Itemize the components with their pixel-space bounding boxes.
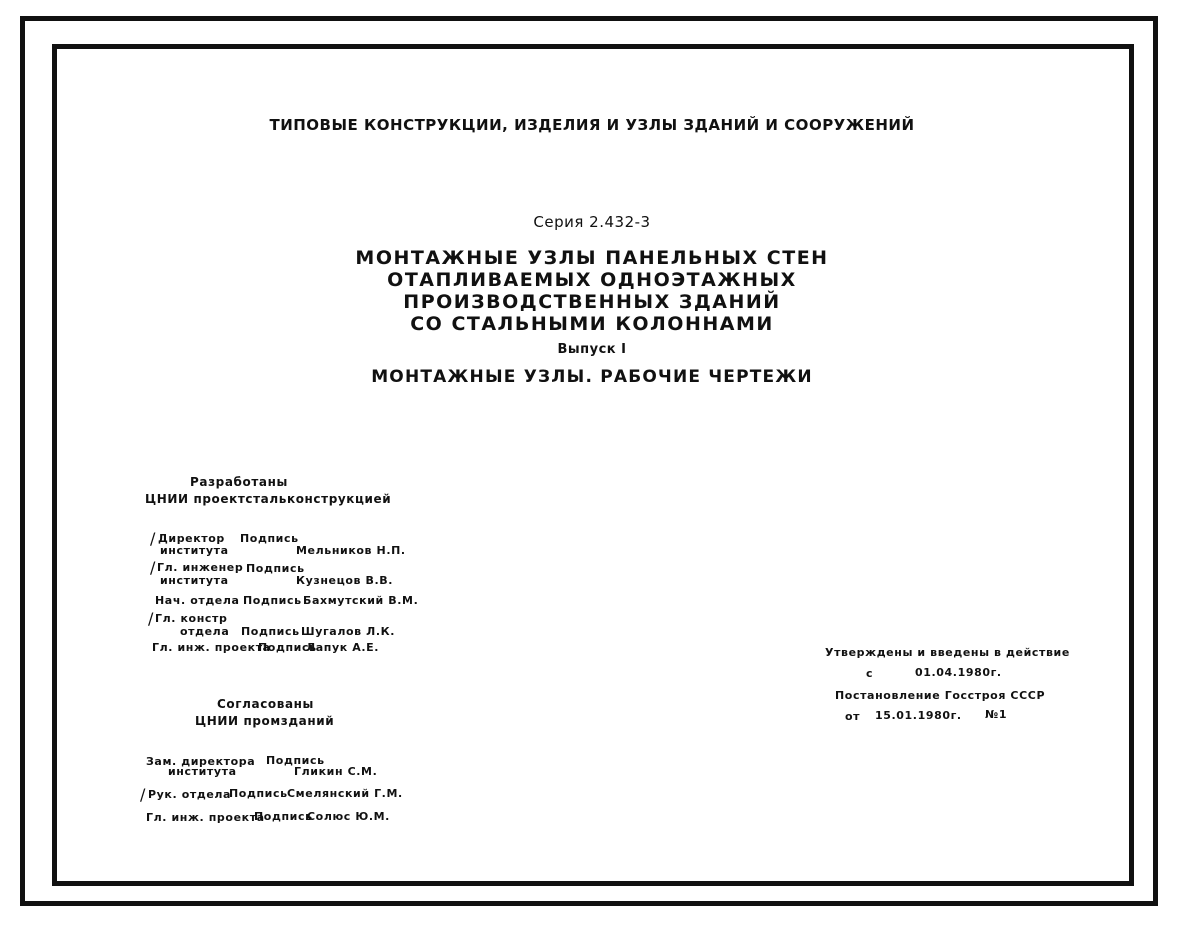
approval-dated-prefix: от [845,710,861,723]
title-line-1: МОНТАЖНЫЕ УЗЛЫ ПАНЕЛЬНЫХ СТЕН [355,247,829,269]
approval-line-1: Утверждены и введены в действие [825,646,1070,659]
developed-org: ЦНИИ проектстальконструкцией [145,492,392,506]
series-label: Серия 2.432-3 [533,213,651,231]
director-title-2: института [160,544,229,557]
director-name: Мельников Н.П. [296,544,406,557]
chief-engineer-title-2: института [160,574,229,587]
agreed-chief-project-signature: Подпись [254,810,313,823]
chief-constructor-title-2: отдела [180,625,230,638]
approval-resolution-number: №1 [985,708,1008,721]
document-header: ТИПОВЫЕ КОНСТРУКЦИИ, ИЗДЕЛИЯ И УЗЛЫ ЗДАНИЙ И СООРУЖЕНИЙ [269,116,915,134]
chief-engineer-signature: Подпись [246,562,305,575]
deputy-director-title: Зам. директора [146,755,256,768]
signature-mark: / [150,558,156,577]
chief-project-engineer-signature: Подпись [258,641,317,654]
approval-line-3: Постановление Госстроя СССР [835,689,1046,702]
agreed-heading: Согласованы [217,697,314,711]
chief-constructor-signature: Подпись [241,625,300,638]
agreed-chief-project-title: Гл. инж. проекта [146,811,265,824]
chief-project-engineer-name: Лапук А.Е. [306,641,380,654]
dept-lead-signature: Подпись [229,787,288,800]
signature-mark: / [150,529,156,548]
chief-engineer-title: Гл. инженер [157,561,244,574]
chief-engineer-name: Кузнецов В.В. [296,574,394,587]
agreed-org: ЦНИИ промзданий [195,714,335,728]
dept-lead-name: Смелянский Г.М. [287,787,403,800]
approval-resolution-date: 15.01.1980г. [875,709,962,722]
chief-project-engineer-title: Гл. инж. проекта [152,641,271,654]
signature-mark: / [148,609,154,628]
dept-head-signature: Подпись [243,594,302,607]
signature-mark: / [140,785,146,804]
chief-constructor-title: Гл. констр [155,612,228,625]
approval-effective-date: 01.04.1980г. [915,666,1002,679]
deputy-director-title-2: института [168,765,237,778]
title-line-2: ОТАПЛИВАЕМЫХ ОДНОЭТАЖНЫХ [387,269,797,291]
director-title: Директор [158,532,225,545]
agreed-chief-project-name: Солюс Ю.М. [307,810,390,823]
deputy-director-signature: Подпись [266,754,325,767]
title-line-3: ПРОИЗВОДСТВЕННЫХ ЗДАНИЙ [403,291,781,313]
chief-constructor-name: Шугалов Л.К. [301,625,396,638]
developed-heading: Разработаны [190,475,288,489]
director-signature: Подпись [240,532,299,545]
approval-from-prefix: с [866,667,874,680]
issue-label: Выпуск I [557,342,627,357]
dept-head-name: Бахмутский В.М. [303,594,419,607]
deputy-director-name: Гликин С.М. [294,765,378,778]
title-line-4: СО СТАЛЬНЫМИ КОЛОННАМИ [410,313,774,335]
dept-head-title: Нач. отдела [155,594,240,607]
dept-lead-title: Рук. отдела [148,788,232,801]
document-subtitle: МОНТАЖНЫЕ УЗЛЫ. РАБОЧИЕ ЧЕРТЕЖИ [371,367,813,387]
